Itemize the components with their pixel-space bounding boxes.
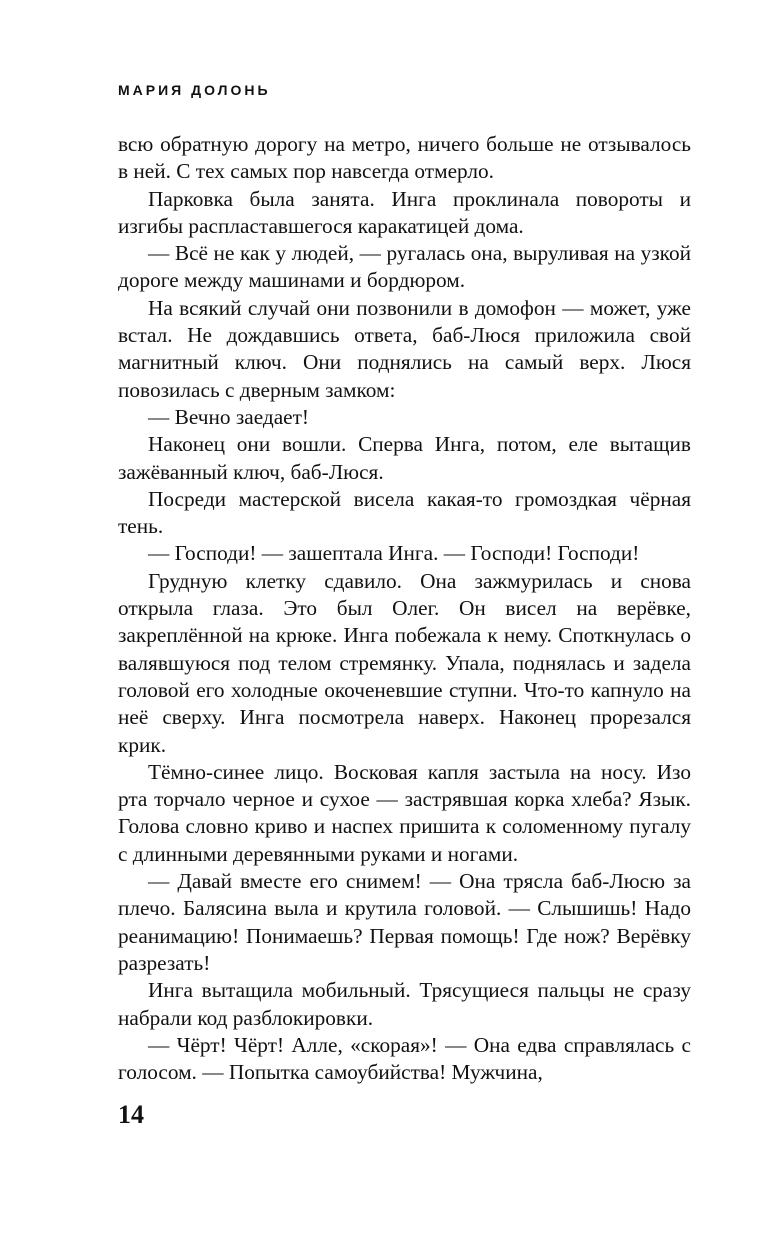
paragraph: — Вечно заедает! [148, 404, 310, 429]
page-number: 14 [118, 1100, 144, 1129]
paragraph: Тёмно-синее лицо. Восковая капля застыла на носу. Изо рта торчало черное и сухое — застрявшая корка хлеба? Язык. Голова словно криво и наспех пришита к соломенному пугалу с длинными деревянными руками и ногами. [118, 759, 691, 866]
paragraph: всю обратную дорогу на метро, ничего больше не отзывалось в ней. С тех самых пор навсегда отмерло. [118, 132, 691, 184]
paragraph: На всякий случай они позвонили в домофон — может, уже встал. Не дождавшись ответа, баб-Люся приложила свой магнитный ключ. Они поднялись на самый верх. Люся повозилась с дверным замком: [118, 295, 691, 402]
paragraph: Инга вытащила мобильный. Трясущиеся пальцы не сразу набрали код разблокировки. [118, 978, 691, 1030]
paragraph: — Всё не как у людей, — ругалась она, выруливая на узкой дороге между машинами и бордюром. [118, 241, 691, 293]
paragraph: Парковка была занята. Инга проклинала повороты и изгибы распластавшегося каракатицей дома. [118, 186, 691, 238]
running-head-author: МАРИЯ ДОЛОНЬ [118, 82, 271, 98]
body-text [118, 131, 691, 1086]
paragraph: Посреди мастерской висела какая-то громоздкая чёрная тень. [118, 486, 691, 539]
paragraph: Наконец они вошли. Сперва Инга, потом, еле вытащив зажёванный ключ, баб-Люся. [118, 432, 691, 484]
paragraph: — Давай вместе его снимем! — Она трясла баб-Люсю за плечо. Балясина выла и крутила головой. — Слышишь! Надо реанимацию! Понимаешь? Первая помощь! Где нож? Верёвку разрезать! [118, 869, 691, 975]
paragraph: — Чёрт! Чёрт! Алле, «скорая»! — Она едва справлялась с голосом. — Попытка самоубийства! Мужчина, [118, 1032, 691, 1085]
paragraph: — Господи! — зашептала Инга. — Господи! Господи! [148, 541, 640, 566]
paragraph: Грудную клетку сдавило. Она зажмурилась и снова открыла глаза. Это был Олег. Он висел на верёвке, закреплённой на крюке. Инга побежала к нему. Споткнулась о валявшуюся под телом стремянку. Упала, поднялась и задела головой его холодные окоченевшие ступни. Что-то капнуло на неё сверху. Инга посмотрела наверх. Наконец прорезался крик. [118, 568, 691, 757]
